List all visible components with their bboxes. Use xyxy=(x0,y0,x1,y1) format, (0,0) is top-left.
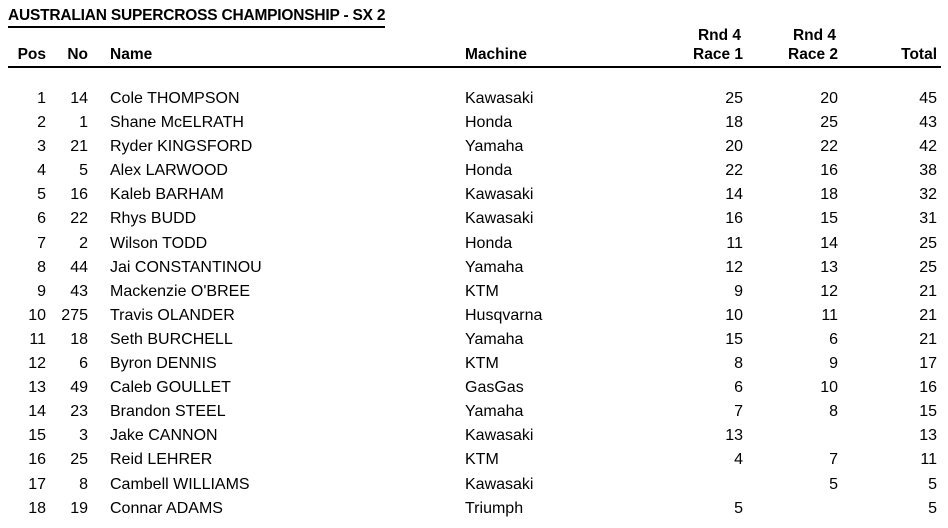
cell-race1: 13 xyxy=(725,428,743,445)
cell-total: 15 xyxy=(919,404,937,421)
cell-machine: Honda xyxy=(465,115,513,132)
cell-total: 13 xyxy=(919,428,937,445)
cell-machine: Yamaha xyxy=(465,331,524,348)
cell-race2: 22 xyxy=(820,139,838,156)
cell-race1: 18 xyxy=(725,115,743,132)
header-race2-round: Rnd 4 xyxy=(792,28,836,43)
cell-name: Kaleb BARHAM xyxy=(110,187,224,204)
cell-race1: 22 xyxy=(725,163,743,180)
header-race1: Race 1 xyxy=(650,43,743,67)
cell-no: 8 xyxy=(79,476,88,493)
cell-race2: 7 xyxy=(829,452,838,469)
cell-total: 31 xyxy=(919,211,937,228)
cell-race2: 15 xyxy=(820,211,838,228)
table-row xyxy=(8,477,941,501)
cell-race1 xyxy=(650,477,743,501)
cell-total: 16 xyxy=(919,380,937,397)
cell-race1: 10 xyxy=(725,307,743,324)
cell-name: Wilson TODD xyxy=(110,235,208,252)
cell-no: 19 xyxy=(70,500,88,517)
cell-machine: GasGas xyxy=(465,380,524,397)
table-row xyxy=(8,380,941,404)
cell-no: 14 xyxy=(70,91,88,107)
cell-race2: 9 xyxy=(829,356,838,373)
cell-machine: Kawasaki xyxy=(465,211,534,228)
cell-race2: 16 xyxy=(820,163,838,180)
cell-pos: 15 xyxy=(28,428,46,445)
cell-total: 21 xyxy=(919,283,937,300)
cell-race2 xyxy=(743,501,838,525)
cell-no: 3 xyxy=(79,428,88,445)
cell-no: 22 xyxy=(70,211,88,228)
cell-name: Alex LARWOOD xyxy=(110,163,228,180)
table-row xyxy=(8,211,941,235)
cell-pos: 16 xyxy=(28,452,46,469)
cell-race1: 20 xyxy=(725,139,743,156)
cell-no: 18 xyxy=(70,331,88,348)
cell-pos: 3 xyxy=(37,139,46,156)
table-row xyxy=(8,356,941,380)
cell-name: Cambell WILLIAMS xyxy=(110,476,250,493)
cell-machine: Kawasaki xyxy=(465,91,534,107)
cell-machine: Honda xyxy=(465,163,513,180)
cell-race2: 6 xyxy=(829,331,838,348)
cell-machine: Kawasaki xyxy=(465,476,534,493)
cell-name: Connar ADAMS xyxy=(110,500,223,517)
cell-total: 38 xyxy=(919,163,937,180)
header-pos: Pos xyxy=(8,43,46,67)
table-row xyxy=(8,187,941,211)
cell-total: 45 xyxy=(919,91,937,107)
cell-machine: KTM xyxy=(465,356,499,373)
cell-race2 xyxy=(743,428,838,452)
cell-no: 49 xyxy=(70,380,88,397)
cell-no: 21 xyxy=(70,139,88,156)
cell-pos: 6 xyxy=(37,211,46,228)
cell-name: Rhys BUDD xyxy=(110,211,197,228)
table-row xyxy=(8,452,941,476)
cell-machine: Triumph xyxy=(465,500,524,517)
cell-race1: 16 xyxy=(725,211,743,228)
cell-total: 17 xyxy=(919,356,937,373)
cell-machine: Kawasaki xyxy=(465,187,534,204)
cell-total: 42 xyxy=(919,139,937,156)
cell-name: Seth BURCHELL xyxy=(110,331,233,348)
cell-pos: 4 xyxy=(37,163,46,180)
cell-pos: 14 xyxy=(28,404,46,421)
table-row xyxy=(8,163,941,187)
cell-race2: 14 xyxy=(820,235,838,252)
cell-name: Jake CANNON xyxy=(110,428,218,445)
cell-machine: Yamaha xyxy=(465,139,524,156)
table-body xyxy=(8,91,941,525)
table-row xyxy=(8,404,941,428)
table-row xyxy=(8,428,941,452)
cell-total: 25 xyxy=(919,235,937,252)
cell-pos: 9 xyxy=(37,283,46,300)
header-total: Total xyxy=(838,43,941,67)
header-name: Name xyxy=(88,43,465,67)
cell-name: Cole THOMPSON xyxy=(110,91,240,107)
cell-machine: Yamaha xyxy=(465,404,524,421)
cell-pos: 18 xyxy=(28,500,46,517)
cell-machine: KTM xyxy=(465,452,499,469)
cell-pos: 10 xyxy=(28,307,46,324)
cell-total: 5 xyxy=(928,500,937,517)
table-row xyxy=(8,115,941,139)
table-row xyxy=(8,284,941,308)
cell-name: Brandon STEEL xyxy=(110,404,226,421)
cell-total: 21 xyxy=(919,307,937,324)
cell-race2: 25 xyxy=(820,115,838,132)
cell-race1: 5 xyxy=(734,500,743,517)
cell-race1: 4 xyxy=(734,452,743,469)
table-row xyxy=(8,139,941,163)
cell-name: Jai CONSTANTINOU xyxy=(110,259,262,276)
cell-race2: 5 xyxy=(829,476,838,493)
cell-race2: 12 xyxy=(820,283,838,300)
cell-no: 5 xyxy=(79,163,88,180)
cell-total: 11 xyxy=(920,452,937,469)
cell-total: 32 xyxy=(919,187,937,204)
header-machine: Machine xyxy=(465,43,650,67)
cell-pos: 2 xyxy=(37,115,46,132)
cell-race1: 14 xyxy=(725,187,743,204)
header-race1-round: Rnd 4 xyxy=(697,28,741,43)
cell-name: Reid LEHRER xyxy=(110,452,213,469)
cell-name: Byron DENNIS xyxy=(110,356,217,373)
cell-name: Ryder KINGSFORD xyxy=(110,139,253,156)
cell-pos: 1 xyxy=(37,91,46,107)
header-no: No xyxy=(46,43,88,67)
cell-race2: 10 xyxy=(820,380,838,397)
cell-race1: 12 xyxy=(725,259,743,276)
cell-no: 1 xyxy=(79,115,88,132)
cell-pos: 17 xyxy=(28,476,46,493)
cell-pos: 7 xyxy=(37,235,46,252)
table-row xyxy=(8,91,941,115)
cell-machine: Husqvarna xyxy=(465,307,543,324)
header-label-row xyxy=(8,43,941,67)
table-row xyxy=(8,236,941,260)
cell-name: Mackenzie O'BREE xyxy=(110,283,250,300)
table-header xyxy=(8,28,941,91)
cell-machine: Honda xyxy=(465,235,513,252)
cell-name: Caleb GOULLET xyxy=(110,380,231,397)
cell-total: 25 xyxy=(919,259,937,276)
cell-no: 23 xyxy=(70,404,88,421)
table-row xyxy=(8,308,941,332)
table-row xyxy=(8,260,941,284)
cell-race1: 7 xyxy=(734,404,743,421)
table-row xyxy=(8,501,941,525)
cell-race2: 11 xyxy=(821,307,838,324)
cell-name: Travis OLANDER xyxy=(110,307,235,324)
cell-no: 2 xyxy=(79,235,88,252)
cell-race2: 13 xyxy=(820,259,838,276)
header-spacer xyxy=(8,67,941,91)
cell-no: 6 xyxy=(79,356,88,373)
cell-race1: 8 xyxy=(734,356,743,373)
cell-race2: 20 xyxy=(820,91,838,107)
header-race2: Race 2 xyxy=(743,43,838,67)
cell-no: 275 xyxy=(61,307,88,324)
cell-pos: 13 xyxy=(28,380,46,397)
cell-race2: 18 xyxy=(820,187,838,204)
table-row xyxy=(8,332,941,356)
cell-no: 16 xyxy=(70,187,88,204)
cell-race1: 6 xyxy=(734,380,743,397)
cell-pos: 11 xyxy=(29,331,46,348)
cell-name: Shane McELRATH xyxy=(110,115,244,132)
cell-race1: 15 xyxy=(725,331,743,348)
cell-pos: 5 xyxy=(37,187,46,204)
cell-no: 44 xyxy=(70,259,88,276)
cell-machine: KTM xyxy=(465,283,499,300)
cell-no: 25 xyxy=(70,452,88,469)
cell-race1: 25 xyxy=(725,91,743,107)
cell-race1: 11 xyxy=(726,235,743,252)
cell-total: 43 xyxy=(919,115,937,132)
header-round-row xyxy=(8,28,941,43)
results-table xyxy=(8,28,941,525)
cell-machine: Yamaha xyxy=(465,259,524,276)
cell-race2: 8 xyxy=(829,404,838,421)
cell-pos: 12 xyxy=(28,356,46,373)
cell-race1: 9 xyxy=(734,283,743,300)
cell-total: 21 xyxy=(919,331,937,348)
cell-pos: 8 xyxy=(37,259,46,276)
cell-machine: Kawasaki xyxy=(465,428,534,445)
cell-no: 43 xyxy=(70,283,88,300)
cell-total: 5 xyxy=(928,476,937,493)
page-title: AUSTRALIAN SUPERCROSS CHAMPIONSHIP - SX 2 xyxy=(8,7,385,28)
